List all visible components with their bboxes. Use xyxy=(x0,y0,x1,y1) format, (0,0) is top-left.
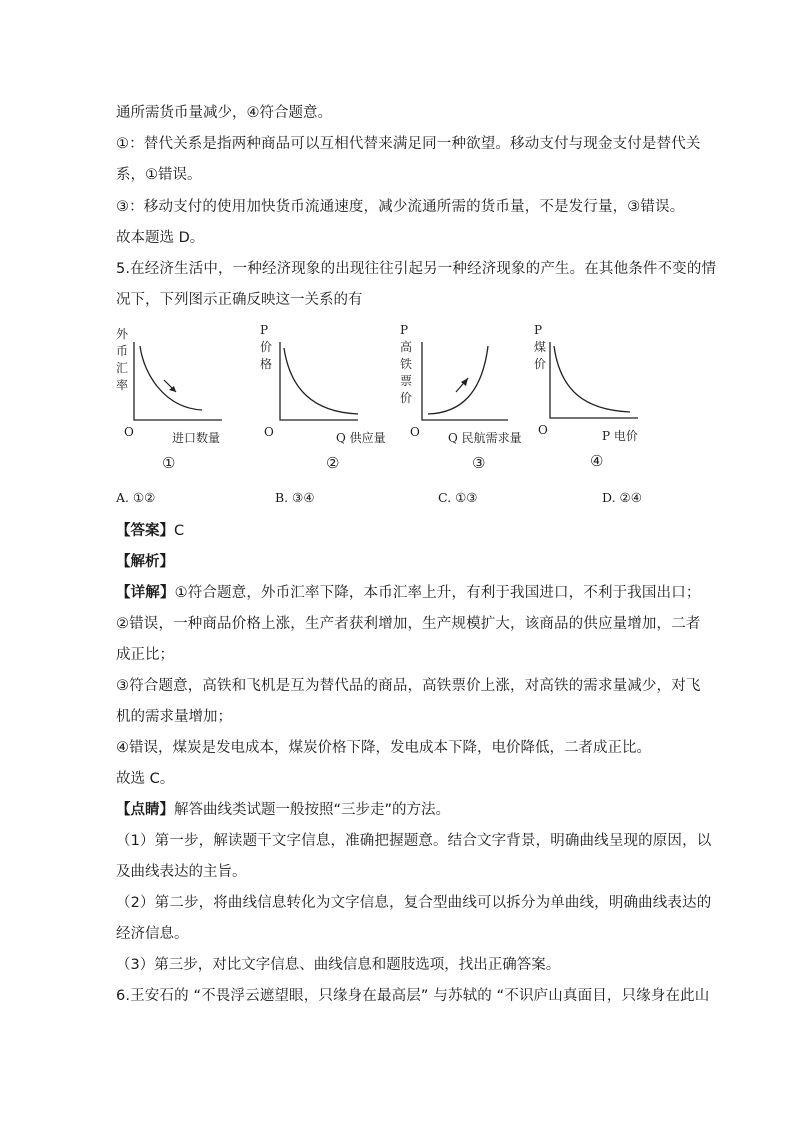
answer-options xyxy=(116,490,676,510)
detail-line: ④错误，煤炭是发电成本，煤炭价格下降，发电成本下降，电价降低，二者成正比。 xyxy=(116,740,651,756)
detail-line: ③符合题意，高铁和飞机是互为替代品的商品，高铁票价上涨，对高铁的需求量减少，对飞 xyxy=(116,678,701,694)
figure-1-xlabel: 进口数量 xyxy=(172,431,221,445)
figure-2-ylabel: P xyxy=(260,323,269,337)
figure-2-axes xyxy=(280,342,358,420)
text-line: ①：替代关系是指两种商品可以互相代替来满足同一种欲望。移动支付与现金支付是替代关 xyxy=(116,136,701,152)
figure-1-number: ① xyxy=(162,454,176,472)
figure-4-ylabel: 价 xyxy=(534,357,547,371)
figure-1-ylabel: 外 xyxy=(116,327,129,341)
figure-4 xyxy=(534,323,638,470)
figure-1-ylabel: 率 xyxy=(116,378,129,392)
tip-line: 经济信息。 xyxy=(116,926,189,942)
figure-4-origin: O xyxy=(538,423,548,437)
tip-text: 解答曲线类试题一般按照“三步走”的方法。 xyxy=(174,802,451,818)
option-d: D. ②④ xyxy=(602,490,642,505)
figure-2-number: ② xyxy=(326,454,340,472)
figure-3-curve xyxy=(428,346,488,414)
text-line: ③：移动支付的使用加快货币流通速度，减少流通所需的货币量，不是发行量，③错误。 xyxy=(116,199,685,215)
figure-1-ylabel: 币 xyxy=(116,344,129,358)
detail-line: 故选 C。 xyxy=(116,771,175,787)
text-line: 故本题选 D。 xyxy=(116,230,205,246)
figure-3-origin: O xyxy=(410,425,420,439)
figure-2-ylabel: 价 xyxy=(260,340,273,354)
figure-2-xlabel: Q 供应量 xyxy=(336,431,386,445)
answer-tag: 【答案】 xyxy=(116,523,174,539)
figure-3-ylabel: P xyxy=(400,323,409,337)
figure-1-arrowhead xyxy=(169,386,176,392)
figure-1-origin: O xyxy=(124,425,134,439)
figure-2-curve xyxy=(284,348,358,414)
detail-text: ①符合题意，外币汇率下降，本币汇率上升，有利于我国进口，不利于我国出口； xyxy=(174,585,701,601)
figure-1 xyxy=(116,327,222,472)
tip-tag: 【点睛】 xyxy=(116,802,174,818)
figure-2-ylabel: 格 xyxy=(260,357,273,371)
question-5-figures xyxy=(110,320,690,480)
question-5-stem: 况下，下列图示正确反映这一关系的有 xyxy=(116,292,363,308)
answer-value: C xyxy=(174,523,185,539)
text-line: 通所需货币量减少，④符合题意。 xyxy=(116,105,332,121)
figure-3-ylabel: 铁 xyxy=(400,357,413,371)
detail-line xyxy=(116,583,701,603)
figure-4-ylabel: 煤 xyxy=(534,340,547,354)
figure-2 xyxy=(260,323,386,472)
figure-3 xyxy=(400,323,522,472)
option-b: B. ③④ xyxy=(275,490,315,505)
tip-line: （1）第一步，解读题干文字信息，准确把握题意。结合文字背景，明确曲线呈现的原因，以 xyxy=(116,833,712,849)
option-a: A. ①② xyxy=(116,490,156,505)
figure-4-number: ④ xyxy=(590,452,604,470)
figure-3-ylabel: 高 xyxy=(400,340,413,354)
answer-line xyxy=(116,521,184,541)
figure-3-ylabel: 票 xyxy=(400,374,413,388)
question-5-stem: 5.在经济生活中，一种经济现象的出现往往引起另一种经济现象的产生。在其他条件不变的情 xyxy=(116,261,717,277)
tip-line xyxy=(116,800,450,820)
detail-line: ②错误，一种商品价格上涨，生产者获利增加，生产规模扩大，该商品的供应量增加，二者 xyxy=(116,616,701,632)
figure-3-number: ③ xyxy=(472,454,486,472)
analysis-tag: 【解析】 xyxy=(116,554,174,570)
figure-4-axes xyxy=(550,342,638,418)
figure-3-ylabel: 价 xyxy=(400,391,413,405)
figure-1-ylabel: 汇 xyxy=(116,361,129,375)
figure-3-xlabel: Q 民航需求量 xyxy=(448,431,522,445)
figure-4-curve xyxy=(554,346,630,412)
option-c: C. ①③ xyxy=(438,490,478,505)
detail-line: 机的需求量增加； xyxy=(116,709,232,725)
figure-1-curve xyxy=(140,346,202,410)
tip-line: 及曲线表达的主旨。 xyxy=(116,864,247,880)
text-line: 系，①错误。 xyxy=(116,167,202,183)
figure-4-xlabel: P 电价 xyxy=(602,429,638,443)
detail-line: 成正比； xyxy=(116,647,174,663)
figure-2-origin: O xyxy=(264,425,274,439)
detail-tag: 【详解】 xyxy=(116,585,175,601)
figure-1-axes xyxy=(134,342,222,420)
tip-line: （3）第三步，对比文字信息、曲线信息和题肢选项，找出正确答案。 xyxy=(116,957,561,973)
question-6-stem: 6.王安石的 “不畏浮云遮望眼，只缘身在最高层” 与苏轼的 “不识庐山真面目，只缘身在此山 xyxy=(116,988,710,1004)
tip-line: （2）第二步，将曲线信息转化为文字信息，复合型曲线可以拆分为单曲线，明确曲线表达的 xyxy=(116,895,712,911)
figure-4-ylabel: P xyxy=(534,323,543,337)
